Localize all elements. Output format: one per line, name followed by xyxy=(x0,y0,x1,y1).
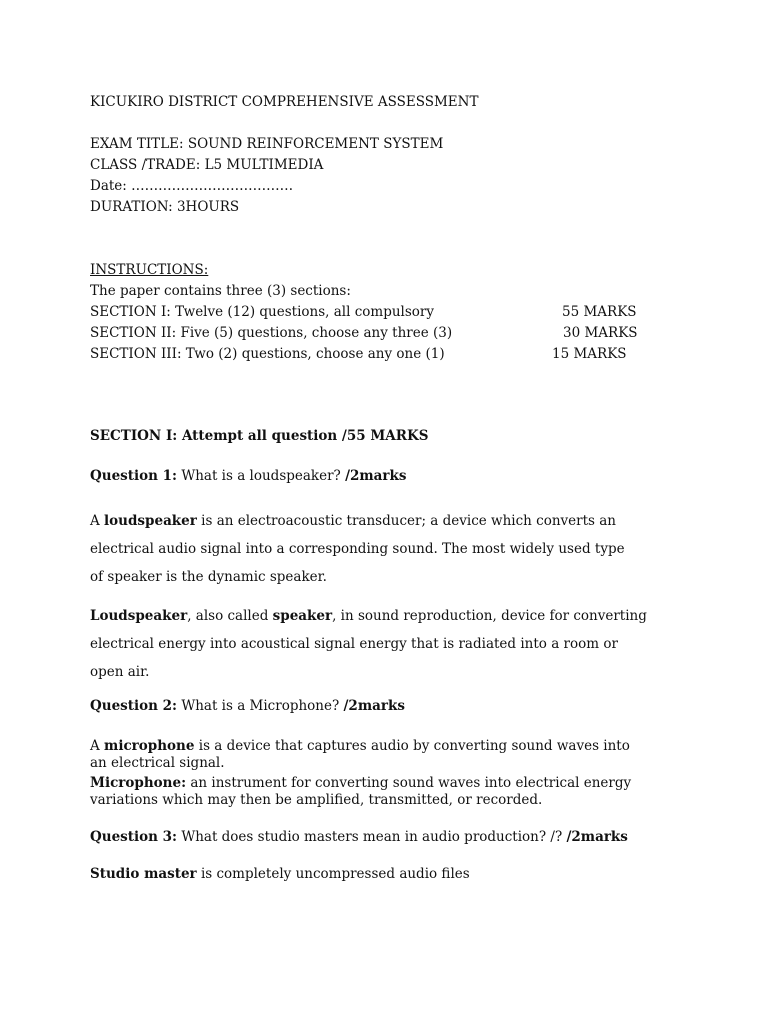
section-3-instruction: SECTION III: Two (2) questions, choose any one (1) xyxy=(90,346,445,362)
question-3-text: What does studio masters mean in audio production? /? xyxy=(177,829,567,845)
exam-date: Date: ……………………………… xyxy=(90,178,294,194)
answer-1-paragraph-1 xyxy=(90,507,690,591)
exam-duration: DURATION: 3HOURS xyxy=(90,199,240,215)
question-1-marks: /2marks xyxy=(345,468,407,484)
class-trade: CLASS /TRADE: L5 MULTIMEDIA xyxy=(90,157,324,173)
answer-1b-term-2: speaker xyxy=(272,608,333,624)
answer-2-paragraph-2 xyxy=(90,775,690,809)
answer-2-paragraph-1 xyxy=(90,738,690,772)
answer-1a-term: loudspeaker xyxy=(104,513,197,529)
section-2-instruction: SECTION II: Five (5) questions, choose any three (3) xyxy=(90,325,453,341)
answer-2a-line-2: an electrical signal. xyxy=(90,755,225,771)
question-2 xyxy=(90,698,405,714)
question-3-marks: /2marks xyxy=(566,829,628,845)
question-1 xyxy=(90,468,407,484)
question-3 xyxy=(90,829,628,845)
instructions-intro: The paper contains three (3) sections: xyxy=(90,283,351,299)
answer-1a-line-2: electrical audio signal into a corresponding sound. The most widely used type xyxy=(90,541,625,557)
question-2-label: Question 2: xyxy=(90,698,178,714)
answer-2a-term: microphone xyxy=(104,738,195,754)
section-3-marks: 15 MARKS xyxy=(552,346,627,362)
question-1-text: What is a loudspeaker? xyxy=(177,468,346,484)
answer-3-term: Studio master xyxy=(90,866,197,882)
question-1-label: Question 1: xyxy=(90,468,178,484)
answer-1b-mid: , also called xyxy=(187,608,273,624)
answer-1a-line-1: is an electroacoustic transducer; a device which converts an xyxy=(196,513,616,529)
district-title: KICUKIRO DISTRICT COMPREHENSIVE ASSESSMENT xyxy=(90,94,479,110)
answer-2b-line-2: variations which may then be amplified, transmitted, or recorded. xyxy=(90,792,543,808)
question-2-text: What is a Microphone? xyxy=(177,698,344,714)
question-3-label: Question 3: xyxy=(90,829,178,845)
answer-1b-line-3: open air. xyxy=(90,664,150,680)
answer-1a-line-3: of speaker is the dynamic speaker. xyxy=(90,569,327,585)
answer-2a-line-1: is a device that captures audio by converting sound waves into xyxy=(194,738,630,754)
answer-3-text: is completely uncompressed audio files xyxy=(196,866,470,882)
section-2-marks: 30 MARKS xyxy=(563,325,638,341)
answer-1b-term-1: Loudspeaker xyxy=(90,608,188,624)
instructions-heading: INSTRUCTIONS: xyxy=(90,262,209,278)
answer-3 xyxy=(90,866,470,882)
section-1-heading: SECTION I: Attempt all question /55 MARKS xyxy=(90,428,429,444)
answer-1b-line-1: , in sound reproduction, device for converting xyxy=(332,608,647,624)
section-1-marks: 55 MARKS xyxy=(562,304,637,320)
answer-1a-prefix: A xyxy=(90,513,105,529)
answer-2b-line-1: an instrument for converting sound waves into electrical energy xyxy=(186,775,632,791)
section-1-instruction: SECTION I: Twelve (12) questions, all compulsory xyxy=(90,304,434,320)
answer-2b-term: Microphone: xyxy=(90,775,187,791)
answer-2a-prefix: A xyxy=(90,738,105,754)
answer-1-paragraph-2 xyxy=(90,602,690,686)
exam-title: EXAM TITLE: SOUND REINFORCEMENT SYSTEM xyxy=(90,136,444,152)
question-2-marks: /2marks xyxy=(343,698,405,714)
answer-1b-line-2: electrical energy into acoustical signal energy that is radiated into a room or xyxy=(90,636,618,652)
